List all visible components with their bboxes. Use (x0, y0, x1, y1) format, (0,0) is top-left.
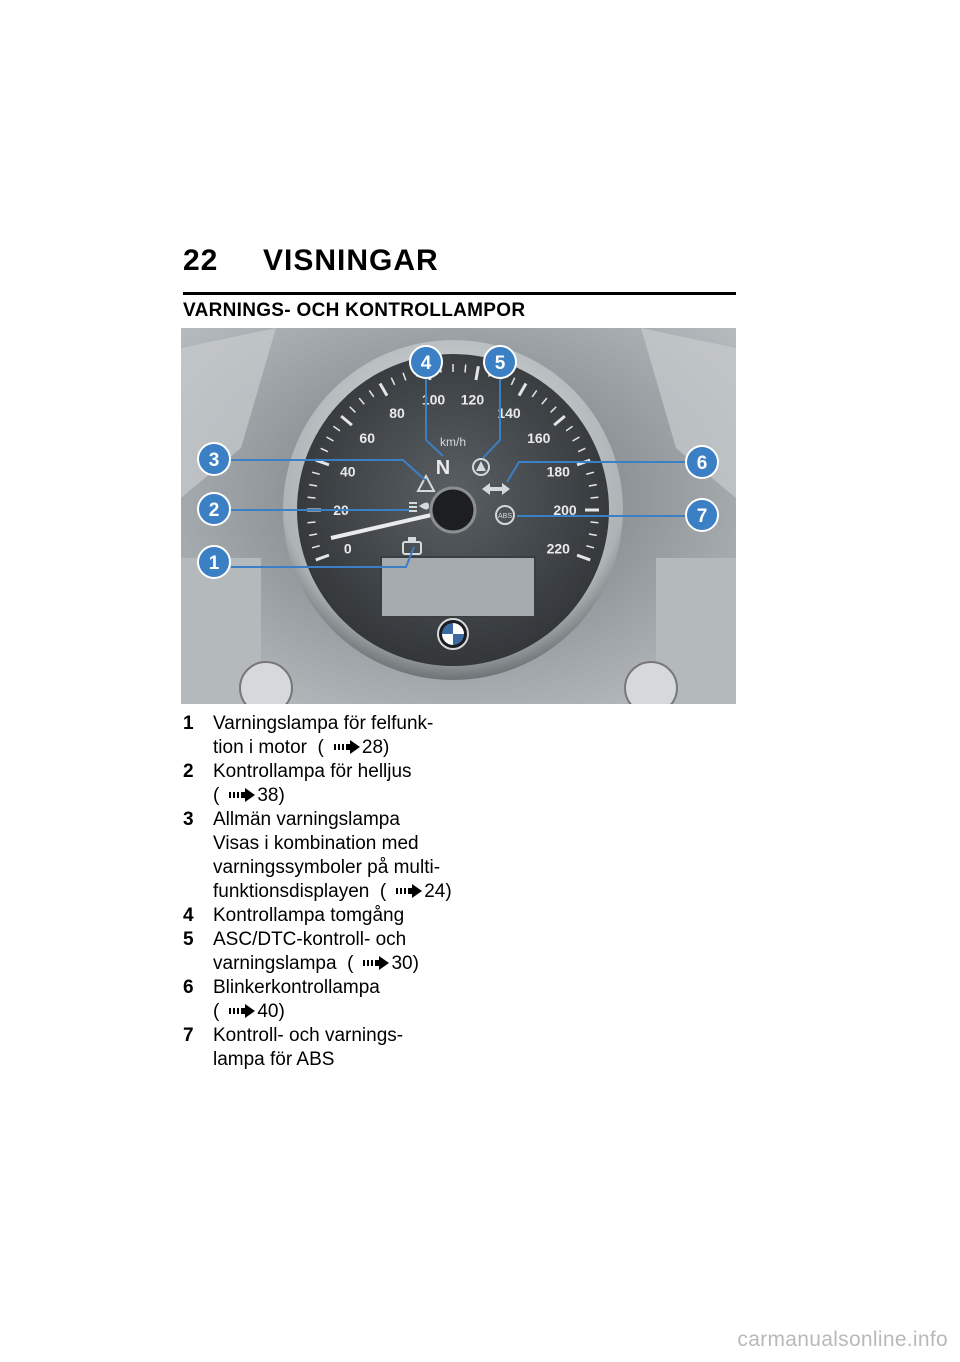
page-reference: 28) (361, 737, 390, 758)
legend-item-7 (183, 1024, 483, 1072)
legend-item-4 (183, 904, 483, 928)
legend-number: 5 (183, 929, 194, 950)
speed-tick-label: 0 (343, 540, 352, 557)
speed-tick-label: 60 (359, 430, 375, 447)
speed-tick-label: 80 (389, 405, 405, 422)
callout-3 (198, 443, 230, 475)
speed-tick-label: 200 (553, 502, 577, 518)
svg-text:ABS: ABS (497, 513, 513, 520)
legend-item-6 (183, 976, 483, 1024)
scale-tick (590, 497, 598, 498)
chapter-title: VISNINGAR (263, 244, 439, 277)
legend-list (183, 712, 483, 1072)
callout-4 (410, 346, 442, 378)
page-reference-arrow-icon (334, 740, 360, 754)
svg-text:6: 6 (696, 453, 708, 474)
watermark: carmanualsonline.info (737, 1328, 948, 1351)
speed-tick-label: 160 (527, 430, 551, 447)
legend-item-1 (183, 712, 483, 760)
legend-text-line: Kontrollampa tomgång (213, 905, 405, 926)
speed-tick-label: 100 (421, 391, 446, 408)
legend-number: 6 (183, 977, 194, 998)
page-reference-arrow-icon (229, 788, 255, 802)
legend-number: 4 (183, 905, 194, 926)
legend-item-3 (183, 808, 483, 904)
page-reference: 40) (257, 1001, 285, 1022)
legend-text-line: Allmän varningslampa (213, 809, 400, 830)
legend-number: 2 (183, 761, 194, 782)
legend-number: 7 (183, 1025, 194, 1046)
neutral-indicator: N (435, 457, 451, 479)
svg-text:3: 3 (208, 450, 220, 471)
svg-text:2: 2 (208, 500, 220, 521)
legend-text-line: varningssymboler på multi- (213, 857, 441, 878)
legend-text-line: ASC/DTC-kontroll- och (213, 929, 407, 950)
scale-tick (465, 365, 466, 373)
callout-7 (686, 499, 718, 531)
legend-text-line: Kontroll- och varnings- (213, 1025, 404, 1046)
scale-tick (590, 522, 598, 523)
scale-tick (308, 522, 316, 523)
page-reference: 38) (257, 785, 285, 806)
header-rule (183, 292, 736, 295)
speed-tick-label: 140 (497, 405, 521, 422)
speed-tick-label: 20 (333, 502, 349, 518)
section-title: VARNINGS- OCH KONTROLLAMPOR (183, 300, 526, 321)
legend-text-line: lampa för ABS (213, 1049, 335, 1070)
legend-text-line: ( 38) (213, 785, 285, 806)
legend-text-line: Blinkerkontrollampa (213, 977, 380, 998)
instrument-cluster-figure (181, 328, 736, 704)
bmw-logo (438, 619, 468, 649)
legend-text-line: Kontrollampa för helljus (213, 761, 412, 782)
legend-item-5 (183, 928, 483, 976)
needle-hub (431, 488, 475, 532)
page-header (183, 244, 736, 284)
legend-text-line: varningslampa ( 30) (213, 953, 419, 974)
page-number: 22 (183, 244, 219, 277)
legend-text-line: funktionsdisplayen ( 24) (213, 881, 452, 902)
svg-text:1: 1 (208, 553, 220, 574)
speed-tick-label: 180 (546, 463, 570, 480)
page-reference-arrow-icon (396, 884, 422, 898)
svg-text:5: 5 (494, 353, 506, 374)
speed-tick-label: 220 (546, 540, 570, 557)
page-reference: 30) (391, 953, 419, 974)
legend-text-line: tion i motor ( 28) (213, 737, 390, 758)
svg-text:7: 7 (696, 506, 708, 527)
callout-1 (198, 546, 230, 578)
callout-5 (484, 346, 516, 378)
legend-text-line: Visas i kombination med (213, 833, 419, 854)
speed-tick-label: 120 (460, 391, 485, 408)
callout-6 (686, 446, 718, 478)
speed-unit-label: km/h (439, 435, 467, 449)
callout-2 (198, 493, 230, 525)
svg-text:4: 4 (420, 353, 432, 374)
legend-text-line: ( 40) (213, 1001, 285, 1022)
left-bolt (240, 662, 292, 704)
page-reference: 24) (424, 881, 452, 902)
page-reference-arrow-icon (229, 1004, 255, 1018)
legend-number: 3 (183, 809, 194, 830)
legend-number: 1 (183, 713, 194, 734)
scale-tick (308, 497, 316, 498)
speed-tick-label: 40 (339, 463, 356, 480)
page-reference-arrow-icon (363, 956, 389, 970)
speedometer-illustration (181, 328, 736, 704)
right-bolt (625, 662, 677, 704)
legend-item-2 (183, 760, 483, 808)
legend-text-line: Varningslampa för felfunk- (213, 713, 434, 734)
